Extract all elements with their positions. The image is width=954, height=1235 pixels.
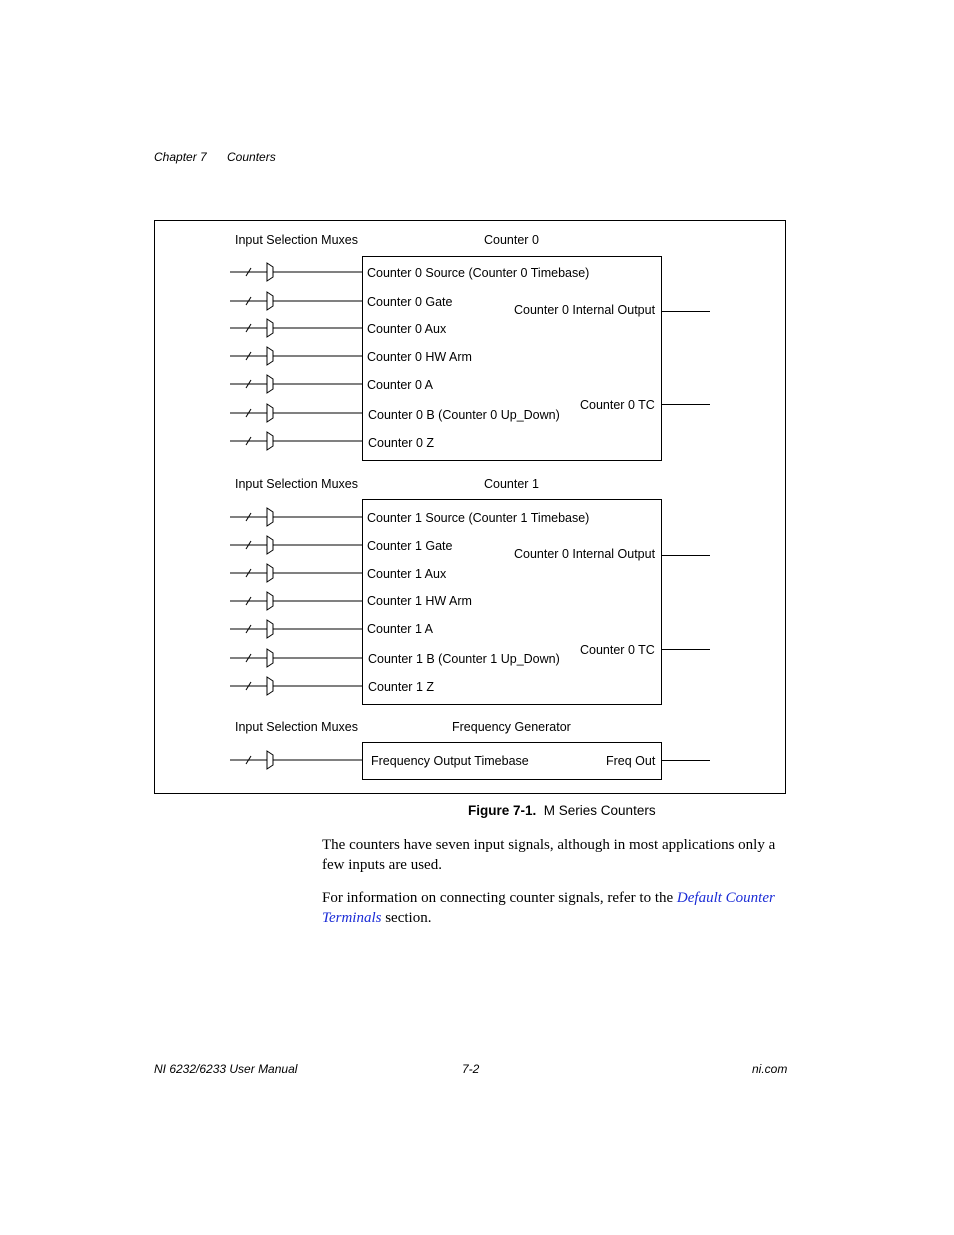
input-mux-icon (229, 316, 363, 340)
figure-caption (468, 803, 656, 818)
input-mux-icon (229, 748, 363, 772)
mux-label-counter0: Input Selection Muxes (235, 233, 358, 247)
header-section: Counters (227, 150, 276, 164)
counter1-title: Counter 1 (484, 477, 539, 491)
caption-text: M Series Counters (543, 803, 656, 818)
counter1-internal-output-wire (662, 555, 710, 556)
paragraph-connecting (322, 889, 792, 928)
counter1-output-internal: Counter 0 Internal Output (514, 547, 656, 561)
counter0-output-tc: Counter 0 TC (580, 398, 655, 412)
mux-label-freq: Input Selection Muxes (235, 720, 358, 734)
input-mux-icon (229, 674, 363, 698)
input-mux-icon (229, 372, 363, 396)
counter1-output-tc: Counter 0 TC (580, 643, 655, 657)
footer-page-number: 7-2 (462, 1062, 480, 1076)
freq-out-wire (662, 760, 710, 761)
input-mux-icon (229, 533, 363, 557)
counter0-internal-output-wire (662, 311, 710, 312)
input-mux-icon (229, 401, 363, 425)
counter0-input-b: Counter 0 B (Counter 0 Up_Down) (368, 408, 560, 422)
counter1-input-gate: Counter 1 Gate (367, 539, 453, 553)
counter1-tc-wire (662, 649, 710, 650)
input-mux-icon (229, 505, 363, 529)
counter1-input-z: Counter 1 Z (368, 680, 435, 694)
input-mux-icon (229, 617, 363, 641)
counter0-input-hwarm: Counter 0 HW Arm (367, 350, 472, 364)
freq-output: Freq Out (606, 754, 656, 768)
counter0-input-gate: Counter 0 Gate (367, 295, 453, 309)
caption-number: Figure 7-1. (468, 803, 537, 818)
input-mux-icon (229, 344, 363, 368)
counter0-input-a: Counter 0 A (367, 378, 434, 392)
footer-manual: NI 6232/6233 User Manual (154, 1062, 298, 1076)
counter0-output-internal: Counter 0 Internal Output (514, 303, 656, 317)
input-mux-icon (229, 589, 363, 613)
footer-site: ni.com (752, 1062, 788, 1076)
freq-input: Frequency Output Timebase (371, 754, 529, 768)
counter0-input-source: Counter 0 Source (Counter 0 Timebase) (367, 266, 590, 280)
counter0-title: Counter 0 (484, 233, 539, 247)
header-chapter: Chapter 7 (154, 150, 207, 164)
counter1-input-a: Counter 1 A (367, 622, 434, 636)
mux-label-counter1: Input Selection Muxes (235, 477, 358, 491)
counter0-input-aux: Counter 0 Aux (367, 322, 447, 336)
para2-suffix: section. (385, 909, 432, 926)
input-mux-icon (229, 260, 363, 284)
input-mux-icon (229, 429, 363, 453)
counter1-input-b: Counter 1 B (Counter 1 Up_Down) (368, 652, 560, 666)
counter1-input-aux: Counter 1 Aux (367, 567, 447, 581)
counter0-input-z: Counter 0 Z (368, 436, 435, 450)
counter1-input-source: Counter 1 Source (Counter 1 Timebase) (367, 511, 590, 525)
freq-title: Frequency Generator (452, 720, 571, 734)
default-counter-terminals-link[interactable]: Default Counter Terminals (322, 890, 775, 926)
input-mux-icon (229, 561, 363, 585)
input-mux-icon (229, 646, 363, 670)
input-mux-icon (229, 289, 363, 313)
paragraph-inputs: The counters have seven input signals, although in most applications only a few inputs are used. (322, 837, 776, 873)
counter0-tc-wire (662, 404, 710, 405)
counter1-input-hwarm: Counter 1 HW Arm (367, 594, 472, 608)
para2-text: For information on connecting counter signals, refer to the (322, 890, 674, 906)
